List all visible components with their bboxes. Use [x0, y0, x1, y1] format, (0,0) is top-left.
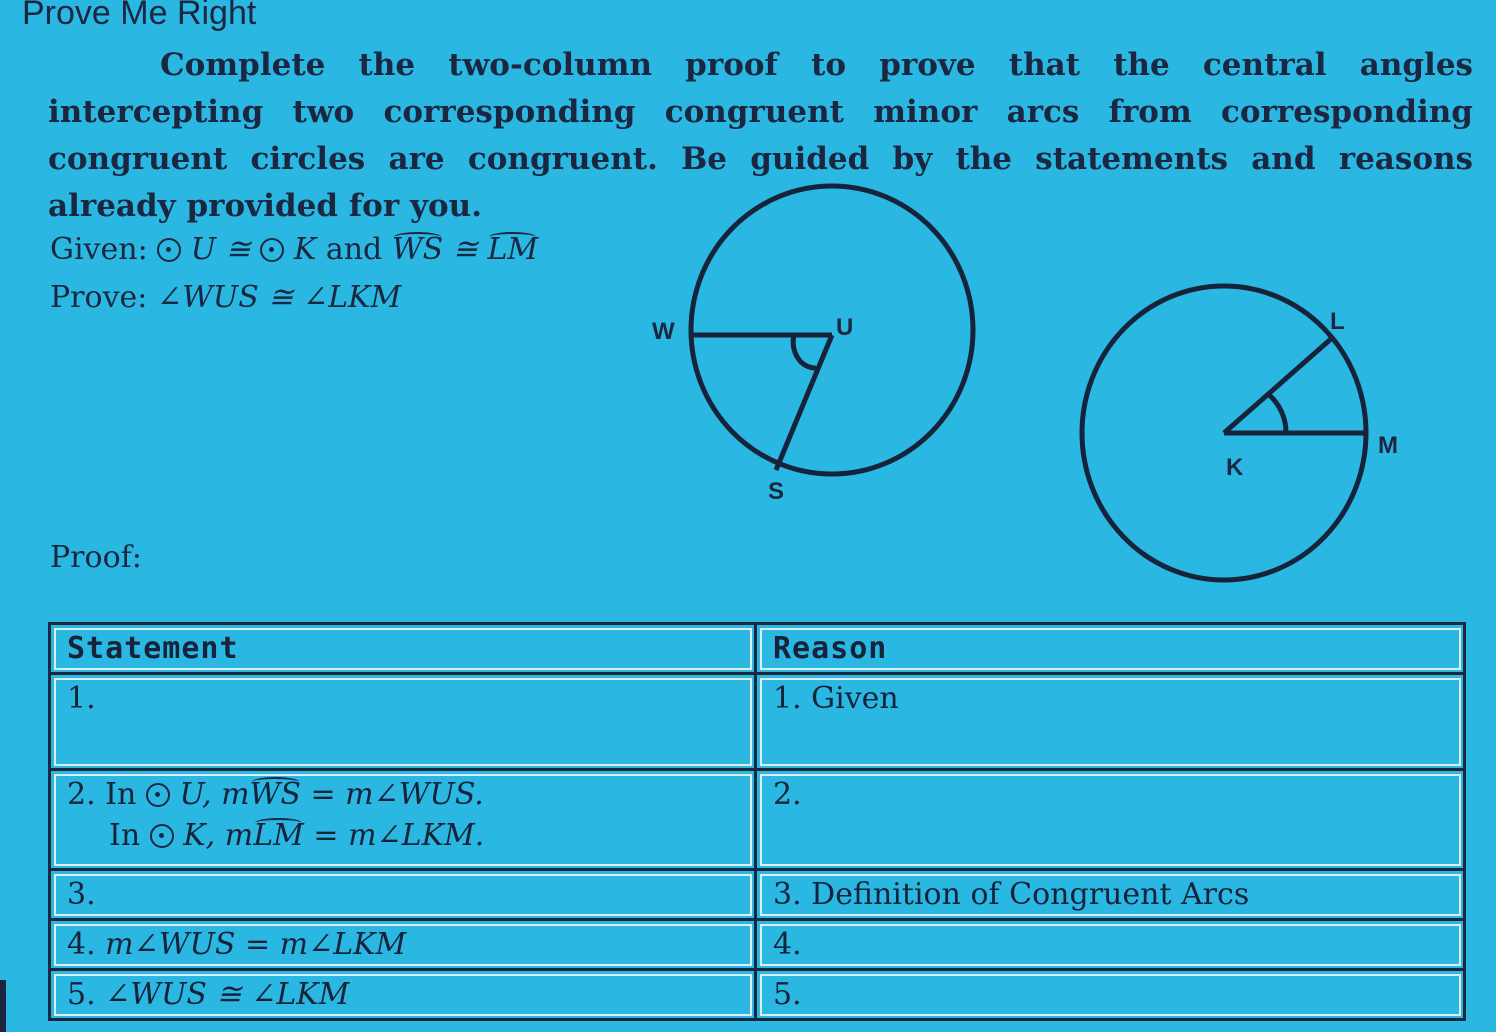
point-label-l: L: [1330, 308, 1345, 335]
header-statement: Statement: [50, 624, 756, 674]
point-label-m: M: [1378, 432, 1398, 459]
stmt2a-circle: U,: [179, 777, 212, 812]
stmt2a-post: = m∠WUS.: [310, 777, 484, 812]
stmt2b-m: m: [224, 818, 254, 853]
given-circle-k: K: [293, 232, 317, 267]
stmt2a-arc: WS: [249, 777, 301, 812]
stmt2a-pre: 2. In: [67, 777, 137, 812]
given-label: Given:: [50, 232, 148, 267]
proof-table: [48, 622, 1466, 1021]
circle-u: [691, 186, 973, 474]
reason-1: 1. Given: [756, 674, 1465, 770]
stmt4-num: 4.: [67, 927, 96, 962]
instructions-text: Complete the two-column proof to prove that the central angles intercepting two corresponding congruent minor arcs from corresponding congruent circles are congruent. Be guided by the statements and reasons already provided for you.: [48, 47, 1473, 224]
point-label-u: U: [836, 314, 854, 341]
stmt2-line2: [67, 818, 738, 853]
angle-arc-wus: [793, 335, 816, 368]
reason-4[interactable]: 4.: [756, 920, 1465, 970]
table-row: [50, 770, 1465, 870]
point-label-s: S: [768, 478, 785, 505]
stmt2b-post: = m∠LKM.: [313, 818, 485, 853]
reason-2[interactable]: 2.: [756, 770, 1465, 870]
stmt4-math: m∠WUS = m∠LKM: [105, 927, 407, 962]
reason-3: 3. Definition of Congruent Arcs: [756, 870, 1465, 920]
circle-symbol-icon: [146, 783, 170, 807]
stmt5-math: ∠WUS ≅ ∠LKM: [105, 977, 350, 1012]
congruent-symbol: ≅: [225, 232, 251, 267]
stmt2-line1: [67, 777, 484, 812]
given-arc-lm: LM: [487, 232, 539, 267]
radius-kl: [1224, 338, 1332, 433]
statement-5: [50, 970, 756, 1020]
point-label-k: K: [1226, 454, 1244, 481]
circle-k-figure: [1082, 286, 1366, 580]
stmt2b-arc: LM: [253, 818, 304, 853]
table-row: [50, 920, 1465, 970]
table-row: [50, 674, 1465, 770]
proof-label: Proof:: [50, 540, 142, 575]
header-reason: Reason: [756, 624, 1465, 674]
stmt2a-m: m: [221, 777, 250, 812]
angle-arc-lkm: [1268, 394, 1286, 433]
circle-u-figure: [691, 186, 973, 474]
congruent-symbol: ≅: [452, 232, 478, 267]
statement-3[interactable]: 3.: [50, 870, 756, 920]
statement-2: [50, 770, 756, 870]
given-and: and: [325, 232, 383, 267]
page-title: Prove Me Right: [22, 0, 257, 32]
radius-us: [776, 335, 832, 470]
statement-1[interactable]: 1.: [50, 674, 756, 770]
reason-5[interactable]: 5.: [756, 970, 1465, 1020]
table-row: [50, 870, 1465, 920]
given-circle-u: U: [190, 232, 217, 267]
statement-4: [50, 920, 756, 970]
prove-label: Prove:: [50, 280, 148, 315]
stmt5-num: 5.: [67, 977, 96, 1012]
table-header-row: [50, 624, 1465, 674]
prove-text: ∠WUS ≅ ∠LKM: [156, 280, 402, 315]
stmt2b-pre: In: [109, 818, 141, 853]
stmt2b-circle: K,: [183, 818, 216, 853]
left-edge-bar: [0, 980, 6, 1032]
point-label-w: W: [652, 318, 675, 345]
table-row: [50, 970, 1465, 1020]
circle-symbol-icon: [150, 824, 174, 848]
given-arc-ws: WS: [391, 232, 444, 267]
